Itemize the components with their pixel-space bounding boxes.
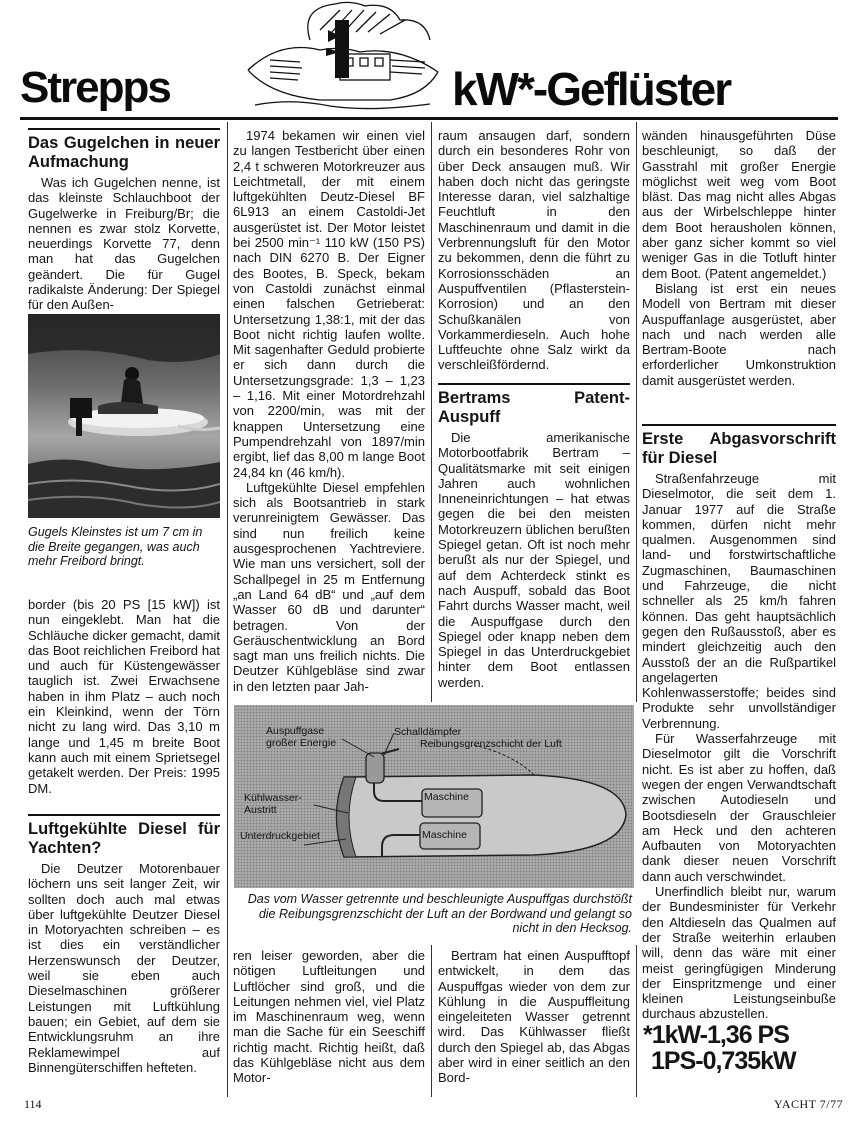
conversion-formula-2: 1PS-0,735kW — [651, 1047, 796, 1075]
conversion-formula-1: *1kW-1,36 PS — [643, 1021, 789, 1049]
column-2-bottom — [233, 948, 425, 1086]
column-1-middle — [28, 597, 220, 796]
deutz-paragraph-2: 1974 bekamen wir einen viel zu langen Testbericht über einen 2,4 t schweren Motorkreuzer aus Leichtmetall, der mit einem luftgekühlten Deutz-Diesel BF 6L913 an einem Castoldi-Jet ausgerüstet ist. Der Motor leistet bei 2500 min⁻¹ 110 kW (150 PS) nach DIN 6270 B. Der Eigner des Bootes, B. Speck, bekam von Castoldi zunächst einmal einen falschen Getrieberat: Untersetzung 1,38:1, mit der das Boot nicht richtig laufen wollte. Mit sagenhafter Geduld probierte er sich dann durch die Untersetzungsgrade: 1,3 – 1,23 – 1,16. Mit einer Motordrehzahl von 2200/min, was mit der knappen Untersetzung eine Pumpendrehzahl von 1897/min ergibt, lief das 8,00 m lange Boot 24,84 kn (46 km/h). — [233, 128, 425, 480]
column-3-bertram — [438, 383, 630, 690]
deutz-paragraph-3: Luftgekühlte Diesel empfehlen sich als Bootsantrieb in stark verunreinigtem Gewässer. Das sind nun freilich keine ausgesprochenen Yachtreviere. Wie man uns versichert, soll der Schallpegel in 25 m Entfernung „an Land 64 dB“ und „auf dem Wasser 60 dB und darunter“ betragen. Von der Geräuschentwicklung an Bord sagt man uns freilich nichts. Die Deutzer Kühlgebläse sind zwar in den letzten paar Jah- — [233, 479, 425, 694]
column-4-abgas — [642, 424, 836, 1022]
diagram-label-engine-1: Maschine — [424, 791, 469, 803]
steamboat-logo-illustration — [240, 0, 445, 112]
boat-photo — [28, 314, 220, 518]
page-number: 114 — [24, 1097, 42, 1111]
diagram-label-lowpressure: Unterdruckgebiet — [240, 830, 320, 842]
deutz-paragraph-4: ren leiser geworden, aber die nötigen Luftleitungen und Luftlöcher sind groß, und die Leitungen nehmen viel, viel Platz im Maschinenraum weg, wenn man die Sache für ein Seeschiff richtig macht. Richtig heißt, daß das Kühlgebläse nicht aus dem Motor- — [233, 948, 425, 1086]
masthead-rule — [20, 117, 838, 120]
diagram-caption: Das vom Wasser getrennte und beschleunigte Auspuffgas durchstößt die Reibungsgrenzschicht der Luft an der Bordwand und gelangt so nicht in den Hecksog. — [247, 892, 632, 936]
column-1-top — [28, 128, 220, 313]
column-rule-3b — [636, 945, 637, 1097]
diagram-label-boundary: Reibungsgrenzschicht der Luft — [420, 738, 562, 750]
column-rule-1 — [227, 122, 228, 1097]
bertram-paragraph-2: Bertram hat einen Auspufftopf entwickelt, in dem das Auspuffgas wieder von dem zur Kühlung in die Auspuffleitung eingeleiteten Wasser getrennt wird. Das Kühlwasser fließt durch den Spiegel ab, das Abgas aber wird in einer seitlich an den Bord- — [438, 948, 630, 1086]
column-rule-3 — [636, 122, 637, 702]
diagram-label-engine-2: Maschine — [422, 829, 467, 841]
photo-caption: Gugels Kleinstes ist um 7 cm in die Breite gegangen, was auch mehr Freibord bringt. — [28, 525, 203, 569]
abgas-paragraph-1: Straßenfahrzeuge mit Dieselmotor, die seit dem 1. Januar 1977 auf die Straße kommen, dürfen nicht mehr qualmen. Ausgenommen sind land- und forstwirtschaftliche Zugmaschinen, Baumaschinen und Fahrzeuge, die nicht schneller als 25 km/h fahren können. Das geht hauptsächlich gegen den Rußausstoß, aber es mindert gleichzeitig auch den Ausstoß der an die Rußpartikel angelagerten Kohlenwasserstoffe; beides sind Produkte sehr unvollständiger Verbrennung. — [642, 471, 836, 731]
abgas-paragraph-2: Für Wasserfahrzeuge mit Dieselmotor gilt die Vorschrift nicht. Es ist aber zu hoffen, daß wegen der engen Verwandtschaft zwischen Autodieseln und Bootsdieseln der Grauschleier am Heck und den achteren Aufbauten von Motoryachten dank dieser neuen Vorschrift dann auch verschwindet. — [642, 731, 836, 884]
bertram-paragraph-3: wänden hinausgeführten Düse beschleunigt, so daß der Gasstrahl mit großer Energie möglichst weit weg vom Boot bläst. Das mag nicht alles Abgas aus der Wirbelschleppe hinter dem Boot herausholen können, aber ganz sicher kommt so viel weniger Gas in die Totluft hinter dem Boot. (Patent angemeldet.) — [642, 128, 836, 281]
heading-bertram: Bertrams Patent-Auspuff — [438, 383, 630, 427]
column-2-top — [233, 128, 425, 694]
column-rule-2b — [431, 945, 432, 1097]
deutz-paragraph-1: Die Deutzer Motorenbauer löchern uns seit langer Zeit, wir sollten doch auch mal etwas über luftgekühlte Deutzer Diesel in Motoryachten schreiben – es ist dies ein verständlicher Herzenswunsch der Deutzer, weil sie eben auch Dieselmaschinen größerer Leistungen mit Luftkühlung bauen; ein Gebiet, auf dem sie Entwicklungsruhm an ihre Reklamewimpel auf Binnengüterschiffen hefteten. — [28, 861, 220, 1075]
bertram-paragraph-1: Die amerikanische Motorbootfabrik Bertram – Qualitätsmarke mit seit einigen Jahren auch wohnlichen Inneneinrichtungen – hat etwas gegen die bei den meisten Motorkreuzern üblichen berußten Spiegel getan. Oft ist noch mehr berußt als nur der Spiegel, und auf dem Achterdeck stinkt es nach Auspuff, sobald das Boot Fahrt durchs Wasser macht, weil die Auspuffgase durch den Spiegel oder knapp neben dem Spiegel in das Unterdruckgebiet hinter dem Boot entlassen werden. — [438, 430, 630, 690]
diagram-label-muffler: Schalldämpfer — [394, 726, 462, 738]
column-3-bottom — [438, 948, 630, 1086]
column-4-top — [642, 128, 836, 388]
gugelchen-paragraph-2: border (bis 20 PS [15 kW]) ist nun eingeklebt. Man hat die Schläuche dicker gemacht, damit das Boot reichlichen Freibord hat und auch für Küstengewässer tauglich ist. Zwei Erwachsene haben in ihm Platz – auch noch ein Kleinkind, wenn der Törn nicht zu lang wird. Das 3,10 m lange und 1,45 m breite Boot kann auch mit einem Sprietsegel getakelt werden. Der Preis: 1995 DM. — [28, 597, 220, 796]
masthead-left-title: Strepps — [20, 63, 170, 112]
deutz-paragraph-5: raum ansaugen darf, sondern durch ein besonderes Rohr von über Deck ansaugen muß. Wir haben doch nicht das geringste Interesse daran, viel salzhaltige Feuchtluft in den Maschinenraum und damit in die Verbrennungsluft für den Motor zu bekommen, denn die führt zu Korrosionsschäden an Auspuffventilen (Pflasterstein-Korrosion) und an den Schußkanälen von Vorkammerdieseln. Auch hohe Luftfeuchte ohne Salz wirkt da verschleißfördernd. — [438, 128, 630, 373]
magazine-issue: YACHT 7/77 — [774, 1097, 844, 1111]
column-rule-2 — [431, 122, 432, 702]
heading-abgasvorschrift: Erste Abgasvorschrift für Diesel — [642, 424, 836, 468]
column-1-bottom — [28, 814, 220, 1075]
bertram-paragraph-4: Bislang ist erst ein neues Modell von Bertram mit dieser Auspuffanlage ausgerüstet, aber nach und nach werden alle Bertram-Boote nach erforderlicher Umkonstruktion damit ausgerüstet werden. — [642, 280, 836, 388]
masthead-right-title: kW*-Geflüster — [452, 63, 731, 115]
diagram-label-exhaust: Auspuffgase großer Energie — [266, 725, 337, 749]
column-3-top — [438, 128, 630, 373]
heading-gugelchen: Das Gugelchen in neuer Aufmachung — [28, 128, 220, 172]
abgas-paragraph-3: Unerfindlich bleibt nur, warum der Bundesminister für Verkehr den Altdieseln das Qualmen auf der Straße weiterhin erlauben will, denn das wäre mit einer meist geringfügigen Minderung der Einspritzmenge und einer kleinen Leistungseinbuße durchaus abzustellen. — [642, 884, 836, 1022]
heading-luftgekuehlte-diesel: Luftgekühlte Diesel für Yachten? — [28, 814, 220, 858]
gugelchen-paragraph-1: Was ich Gugelchen nenne, ist das kleinste Schlauchboot der Gugelwerke in Freiburg/Br; die nennen es zwar stolz Korvette, neuerdings Korvette 77, denn man hat das Gugelchen geändert. Die für Gugel radikalste Änderung: Der Spiegel für den Außen- — [28, 175, 220, 313]
diagram-label-coolant: Kühlwasser-Austritt — [244, 792, 302, 816]
